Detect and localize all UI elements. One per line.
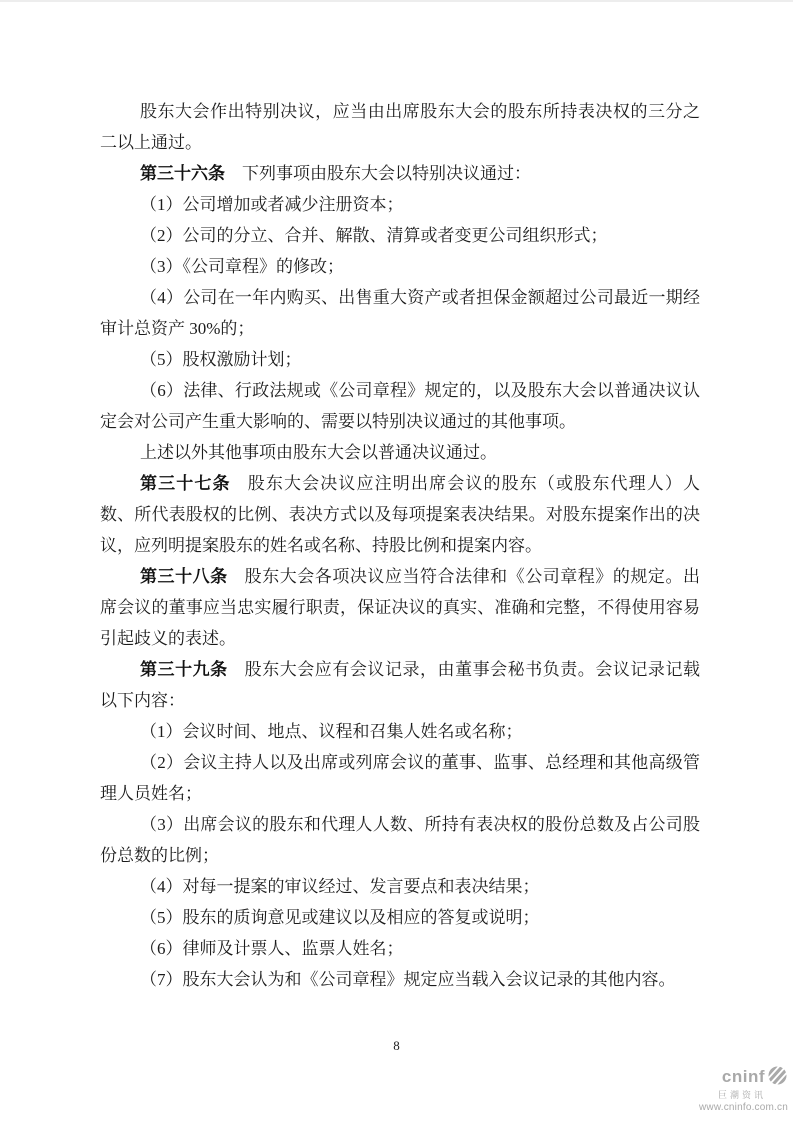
paragraph-text: （6）法律、行政法规或《公司章程》规定的，以及股东大会以普通决议认定会对公司产生重大影响的、需要以特别决议通过的其他事项。 [100,381,700,431]
article-36 [100,158,700,189]
cninfo-chinese-name: 巨潮资讯 [717,1089,766,1100]
list-item [100,220,700,251]
paragraph-text: （3）《公司章程》的修改； [140,257,344,276]
list-item [100,809,700,871]
paragraph-text: （3）出席会议的股东和代理人人数、所持有表决权的股份总数及占公司股份总数的比例； [100,815,700,865]
list-item [100,716,700,747]
paragraph-text: （1）公司增加或者减少注册资本； [140,195,404,214]
paragraph-text: 股东大会作出特别决议，应当由出席股东大会的股东所持表决权的三分之二以上通过。 [100,102,700,152]
paragraph-text: 股东大会各项决议应当符合法律和《公司章程》的规定。出席会议的董事应当忠实履行职责，保证决议的真实、准确和完整，不得使用容易引起歧义的表述。 [100,567,701,648]
paragraph-text: （5）股东的质询意见或建议以及相应的答复或说明； [140,908,540,927]
article-37 [100,468,700,561]
list-item [100,344,700,375]
cninfo-brand-text: cninf [721,1067,765,1087]
list-item [100,871,700,902]
list-item [100,282,700,344]
swirl-icon [767,1066,788,1090]
paragraph-text: （1）会议时间、地点、议程和召集人姓名或名称； [140,722,523,741]
paragraph-text: （4）公司在一年内购买、出售重大资产或者担保金额超过公司最近一期经审计总资产 30%的； [100,288,700,338]
page-number: 8 [393,1038,400,1053]
cninfo-logo-row [699,1066,788,1090]
paragraph-text: （2）会议主持人以及出席或列席会议的董事、监事、总经理和其他高级管理人员姓名； [100,753,700,803]
paragraph-text: 股东大会应有会议记录，由董事会秘书负责。会议记录记载以下内容： [100,660,701,710]
list-item [100,189,700,220]
article-number: 第三十七条 [140,474,231,493]
paragraph-text: （2）公司的分立、合并、解散、清算或者变更公司组织形式； [140,226,608,245]
paragraph [100,96,700,158]
list-item [100,933,700,964]
list-item [100,902,700,933]
cninfo-url: www.cninfo.com.cn [699,1102,788,1114]
cninfo-logo [699,1066,788,1113]
document-body [100,96,700,995]
list-item [100,375,700,437]
paragraph [100,437,700,468]
paragraph-text: 股东大会决议应注明出席会议的股东（或股东代理人）人数、所代表股权的比例、表决方式以及每项提案表决结果。对股东提案作出的决议，应列明提案股东的姓名或名称、持股比例和提案内容。 [100,474,701,555]
paragraph-text: （6）律师及计票人、监票人姓名； [140,939,404,958]
list-item [100,251,700,282]
paragraph-text: 下列事项由股东大会以特别决议通过： [242,164,531,183]
article-number: 第三十八条 [140,567,228,586]
paragraph-text: （4）对每一提案的审议经过、发言要点和表决结果； [140,877,540,896]
paragraph-text: （5）股权激励计划； [140,350,302,369]
paragraph-text: 上述以外其他事项由股东大会以普通决议通过。 [140,443,497,462]
list-item [100,964,700,995]
article-number: 第三十九条 [140,660,228,679]
page-top-edge [0,0,793,2]
article-39 [100,654,700,716]
article-38 [100,561,700,654]
article-number: 第三十六条 [140,164,225,183]
paragraph-text: （7）股东大会认为和《公司章程》规定应当载入会议记录的其他内容。 [140,970,676,989]
list-item [100,747,700,809]
